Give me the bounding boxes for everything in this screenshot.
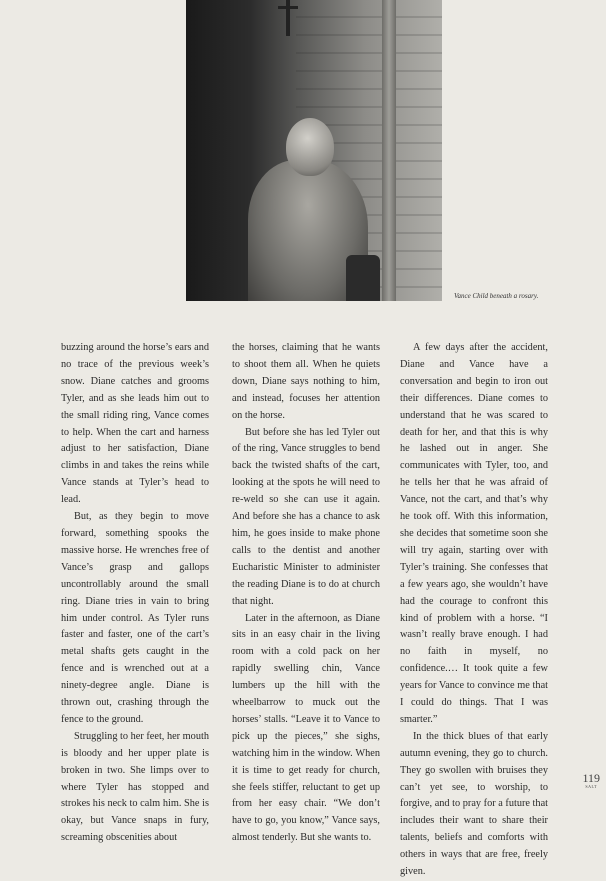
paragraph: Struggling to her feet, her mouth is bloody and her upper plate is broken in two. She limps over to where Tyler has stopped and strokes his neck to calm him. She is okay, but Vance snaps in fury, screaming obscenities about	[61, 730, 209, 844]
paragraph: But, as they begin to move forward, something spooks the massive horse. He wrenches free of Vance’s grasp and gallops uncontrollably around the small ring. Diane tries in vain to bring him under control. As Tyler runs faster and faster, one of the cart’s metal shafts gets caught in the fence and is wrenched out at a ninety-degree angle. Diane is thrown out, crashing through the fence to the ground.	[61, 511, 209, 725]
text-column-2	[232, 340, 380, 847]
paragraph: In the thick blues of that early autumn evening, they go to church. They go swollen with bruises they can’t yet see, to worship, to forgive, and to pray for a future that includes their want to share their talents, beliefs and comforts with others in ways that are free, freely given.	[400, 730, 548, 878]
chair	[346, 255, 380, 301]
paragraph: buzzing around the horse’s ears and no trace of the previous week’s snow. Diane catches and grooms Tyler, and as she leads him out to the small riding ring, Vance comes to help. When the cart and harness adjust to her satisfaction, Diane climbs in and takes the reins while Vance stands at Tyler’s head to lead.	[61, 342, 209, 506]
door-frame	[382, 0, 396, 301]
paragraph: A few days after the accident, Diane and Vance have a conversation and begin to iron out their differences. Diane comes to understand that he was scared to death for her, and that this is why he lashed out in anger. She communicates with Tyler, too, and he tells her that he was afraid of Vance, not the cart, and that’s why he took off. With this information, she decides that sometime soon she will try again, starting over with Tyler’s training. She confesses that a few years ago, she wouldn’t have had the courage to confront this kind of problem with a horse. “I wasn’t really brave enough. I had no faith in myself, no confidence.… It took quite a few years for Vance to convince me that I could do things. That I was smarter.”	[400, 342, 548, 725]
photograph	[186, 0, 442, 301]
paragraph: Later in the afternoon, as Diane sits in an easy chair in the living room with a cold pack on her rapidly swelling chin, Vance lumbers up the hill with the wheelbarrow to muck out the horses’ stalls. “Leave it to Vance to pick up the pieces,” she sighs, watching him in the window. When it is time to get ready for church, she feels stiffer, reluctant to get up from her easy chair. “We don’t have to go, you know,” Vance says, almost tenderly. But she wants to.	[232, 612, 380, 844]
photo-caption: Vance Child beneath a rosary.	[454, 292, 539, 300]
publication-mark: SALT	[585, 784, 598, 789]
page-folio	[582, 772, 600, 789]
paragraph: But before she has led Tyler out of the ring, Vance struggles to bend back the twisted shafts of the cart, looking at the spots he will need to re-weld so she can use it again. And before she has a chance to ask him, he goes inside to make phone calls to the dentist and another Eucharistic Minister to administer the reading Diane is to do at church that night.	[232, 426, 380, 607]
rosary-cross	[286, 0, 290, 36]
page-number: 119	[582, 771, 600, 785]
man-head	[286, 118, 334, 176]
paragraph: the horses, claiming that he wants to shoot them all. When he quiets down, Diane says nothing to him, and instead, focuses her attention on the horse.	[232, 342, 380, 421]
text-column-1	[61, 340, 209, 847]
